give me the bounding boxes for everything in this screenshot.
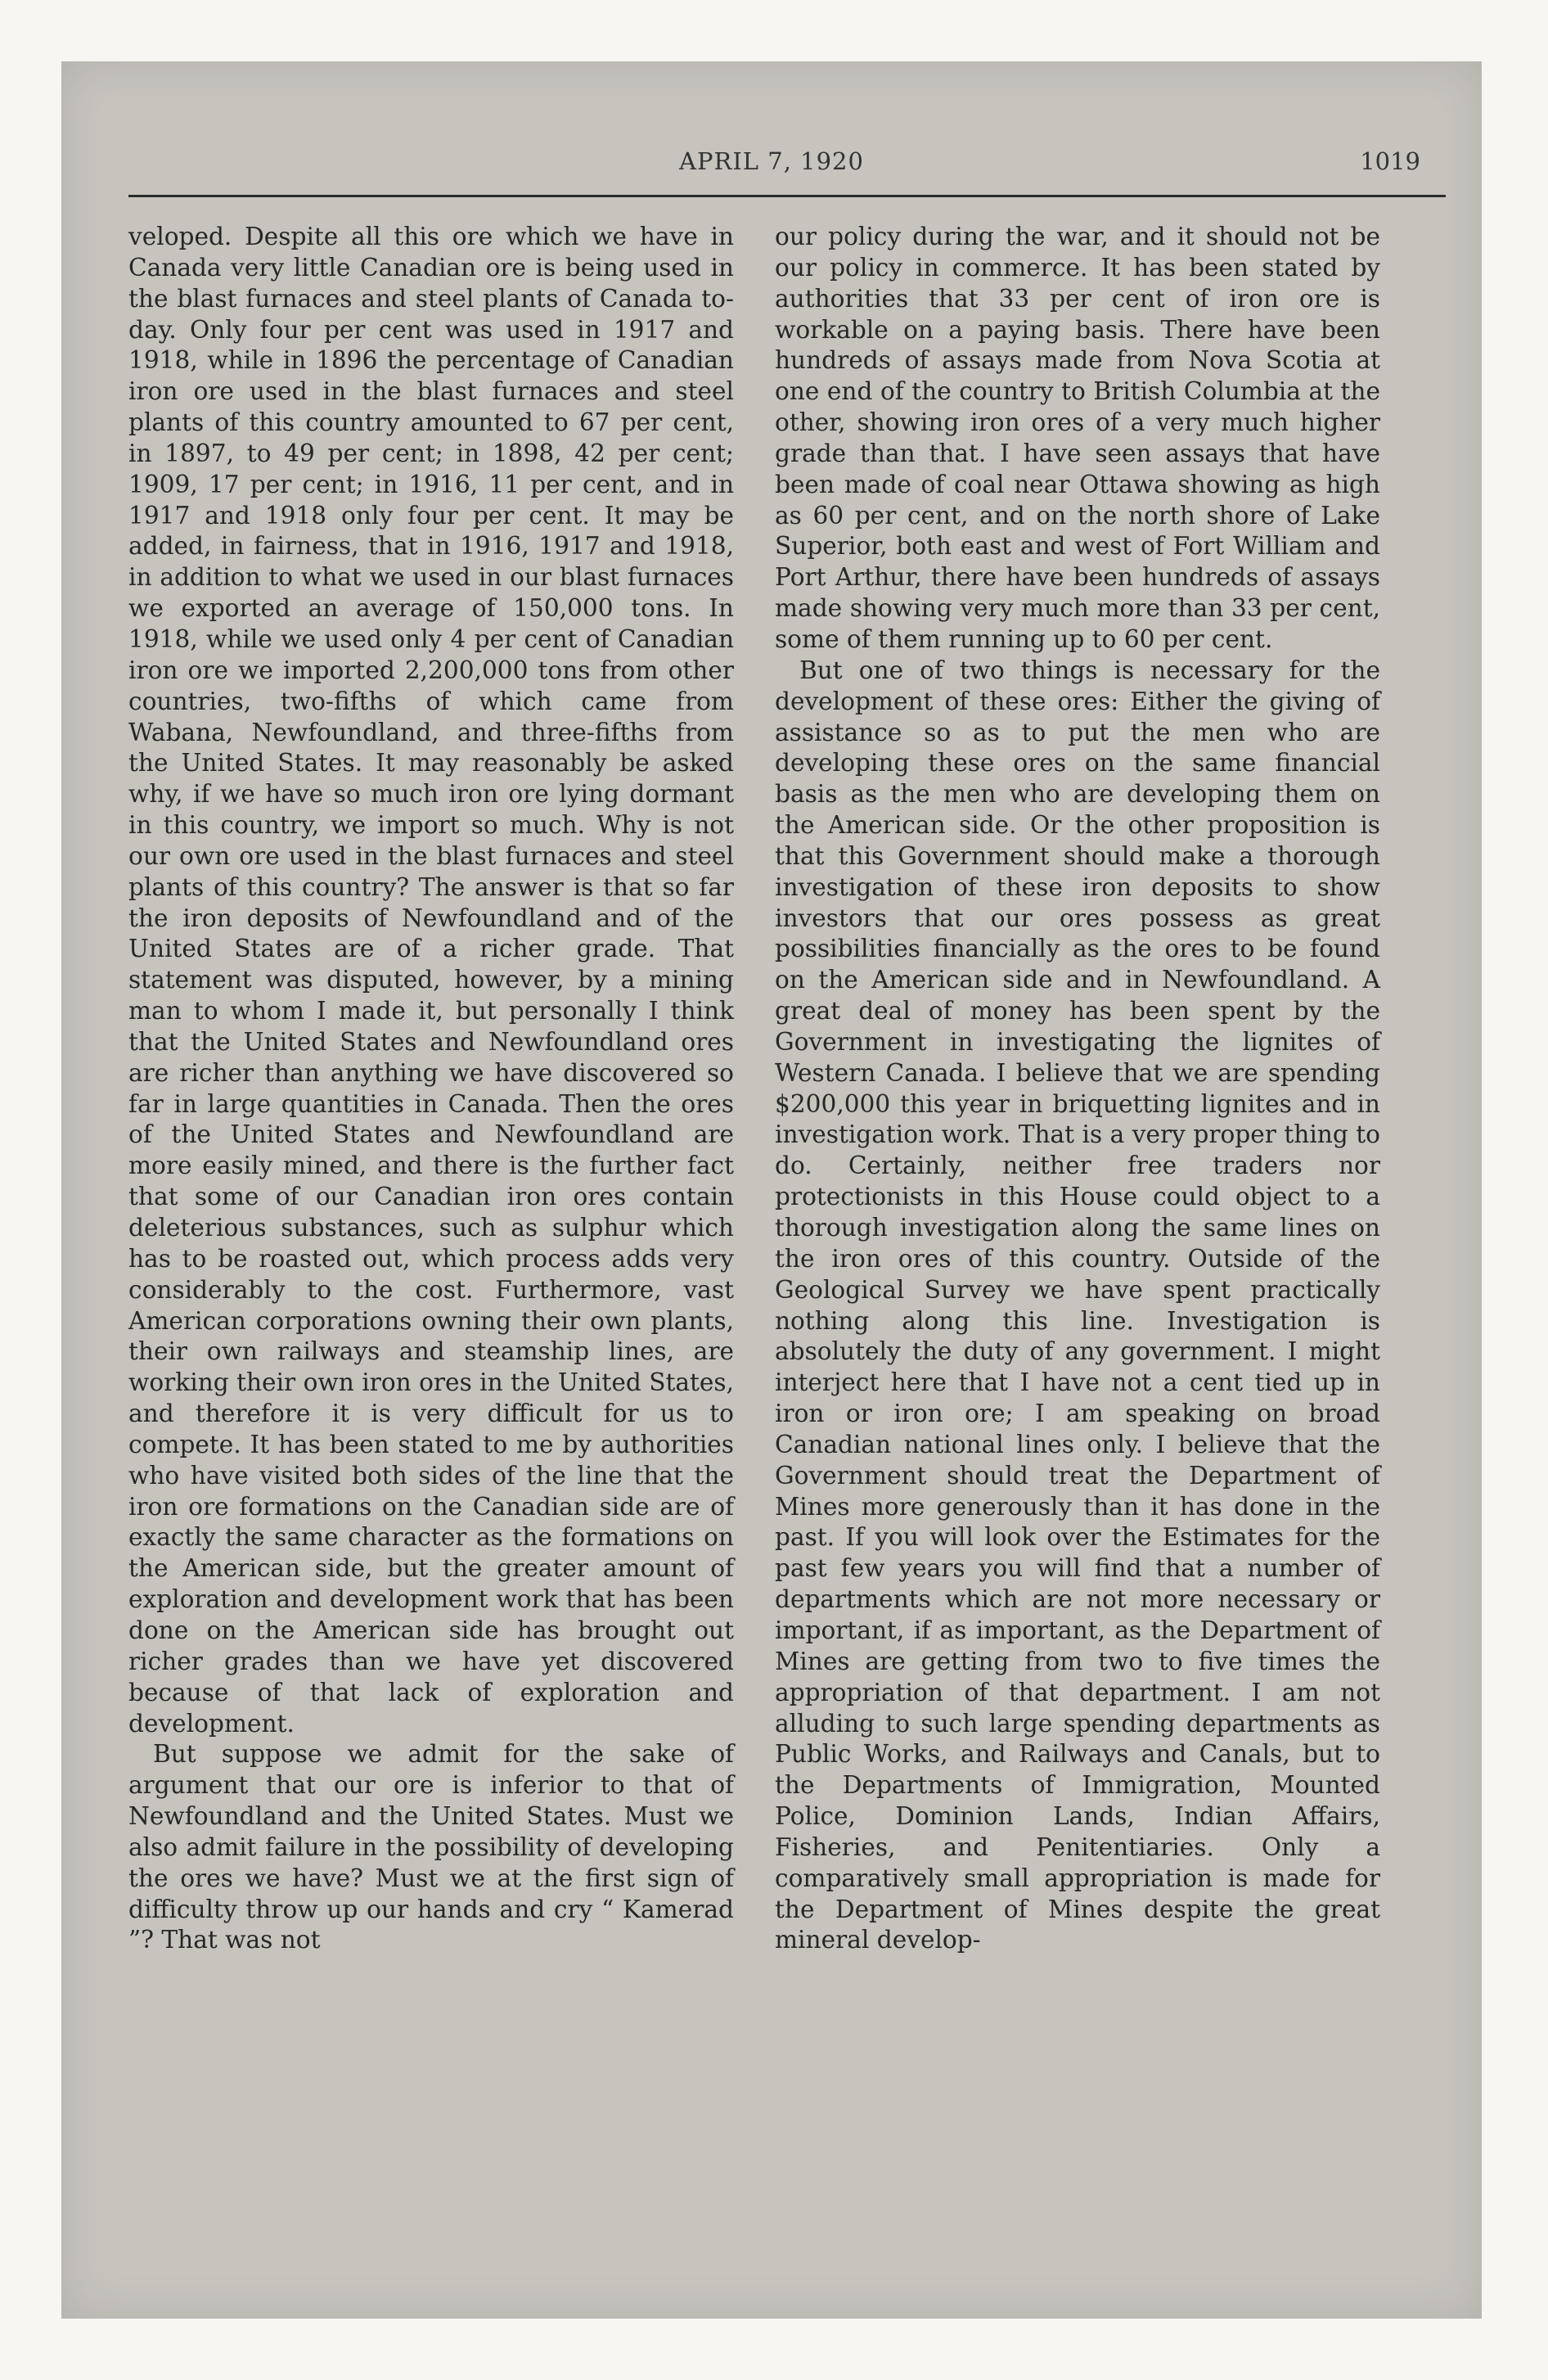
page-number: 1019 [1360, 147, 1420, 175]
left-paragraph-2: But suppose we admit for the sake of argument that our ore is inferior to that of Newfoundland and the United States. Must we also admit failure in the possibility of developing the ores we have? Must we at the first sign of difficulty throw up our hands and cry “ Kamerad ”? That was not [128, 1740, 734, 1954]
right-column [775, 222, 1380, 1956]
left-column [128, 222, 734, 1956]
left-paragraph-1: veloped. Despite all this ore which we have in Canada very little Canadian ore is being used in the blast furnaces and steel plants of Canada to-day. Only four per cent was used in 1917 and 1918, while in 1896 the percentage of Canadian iron ore used in the blast furnaces and steel plants of this country amounted to 67 per cent, in 1897, to 49 per cent; in 1898, 42 per cent; 1909, 17 per cent; in 1916, 11 per cent, and in 1917 and 1918 only four per cent. It may be added, in fairness, that in 1916, 1917 and 1918, in addition to what we used in our blast furnaces we exported an average of 150,000 tons. In 1918, while we used only 4 per cent of Canadian iron ore we imported 2,200,000 tons from other countries, two-fifths of which came from Wabana, Newfoundland, and three-fifths from the United States. It may reasonably be asked why, if we have so much iron ore lying dormant in this country, we import so much. Why is not our own ore used in the blast furnaces and steel plants of this country? The answer is that so far the iron deposits of Newfoundland and of the United States are of a richer grade. That statement was disputed, however, by a mining man to whom I made it, but personally I think that the United States and Newfoundland ores are richer than anything we have discovered so far in large quantities in Canada. Then the ores of the United States and Newfoundland are more easily mined, and there is the further fact that some of our Canadian iron ores contain deleterious substances, such as sulphur which has to be roasted out, which process adds very considerably to the cost. Furthermore, vast American corporations owning their own plants, their own railways and steamship lines, are working their own iron ores in the United States, and therefore it is very difficult for us to compete. It has been stated to me by authorities who have visited both sides of the line that the iron ore formations on the Canadian side are of exactly the same character as the formations on the American side, but the greater amount of exploration and development work that has been done on the American side has brought out richer grades than we have yet discovered because of that lack of exploration and development. [128, 223, 735, 1738]
right-paragraph-1: our policy during the war, and it should not be our policy in commerce. It has been stated by authorities that 33 per cent of iron ore is workable on a paying basis. There have been hundreds of assays made from Nova Scotia at one end of the country to British Columbia at the other, showing iron ores of a very much higher grade than that. I have seen assays that have been made of coal near Ottawa showing as high as 60 per cent, and on the north shore of Lake Superior, both east and west of Fort William and Port Arthur, there have been hundreds of assays made showing very much more than 33 per cent, some of them running up to 60 per cent. [775, 223, 1380, 653]
right-paragraph-2: But one of two things is necessary for the development of these ores: Either the giving of assistance so as to put the men who are developing these ores on the same financial basis as the men who are developing them on the American side. Or the other proposition is that this Government should make a thorough investigation of these iron deposits to show investors that our ores possess as great possibilities financially as the ores to be found on the American side and in Newfoundland. A great deal of money has been spent by the Government in investigating the lignites of Western Canada. I believe that we are spending $200,000 this year in briquetting lignites and in investigation work. That is a very proper thing to do. Certainly, neither free traders nor protectionists in this House could object to a thorough investigation along the same lines on the iron ores of this country. Outside of the Geological Survey we have spent practically nothing along this line. Investigation is absolutely the duty of any government. I might interject here that I have not a cent tied up in iron or iron ore; I am speaking on broad Canadian national lines only. I believe that the Government should treat the Department of Mines more generously than it has done in the past. If you will look over the Estimates for the past few years you will find that a number of departments which are not more necessary or important, if as important, as the Department of Mines are getting from two to five times the appropriation of that department. I am not alluding to such large spending departments as Public Works, and Railways and Canals, but to the Departments of Immigration, Mounted Police, Dominion Lands, Indian Affairs, Fisheries, and Penitentiaries. Only a comparatively small appropriation is made for the Department of Mines despite the great mineral develop- [775, 656, 1380, 1954]
page-date: APRIL 7, 1920 [679, 147, 864, 175]
header-rule [128, 195, 1446, 197]
page-header [61, 147, 1482, 188]
scanned-page [61, 61, 1482, 2319]
